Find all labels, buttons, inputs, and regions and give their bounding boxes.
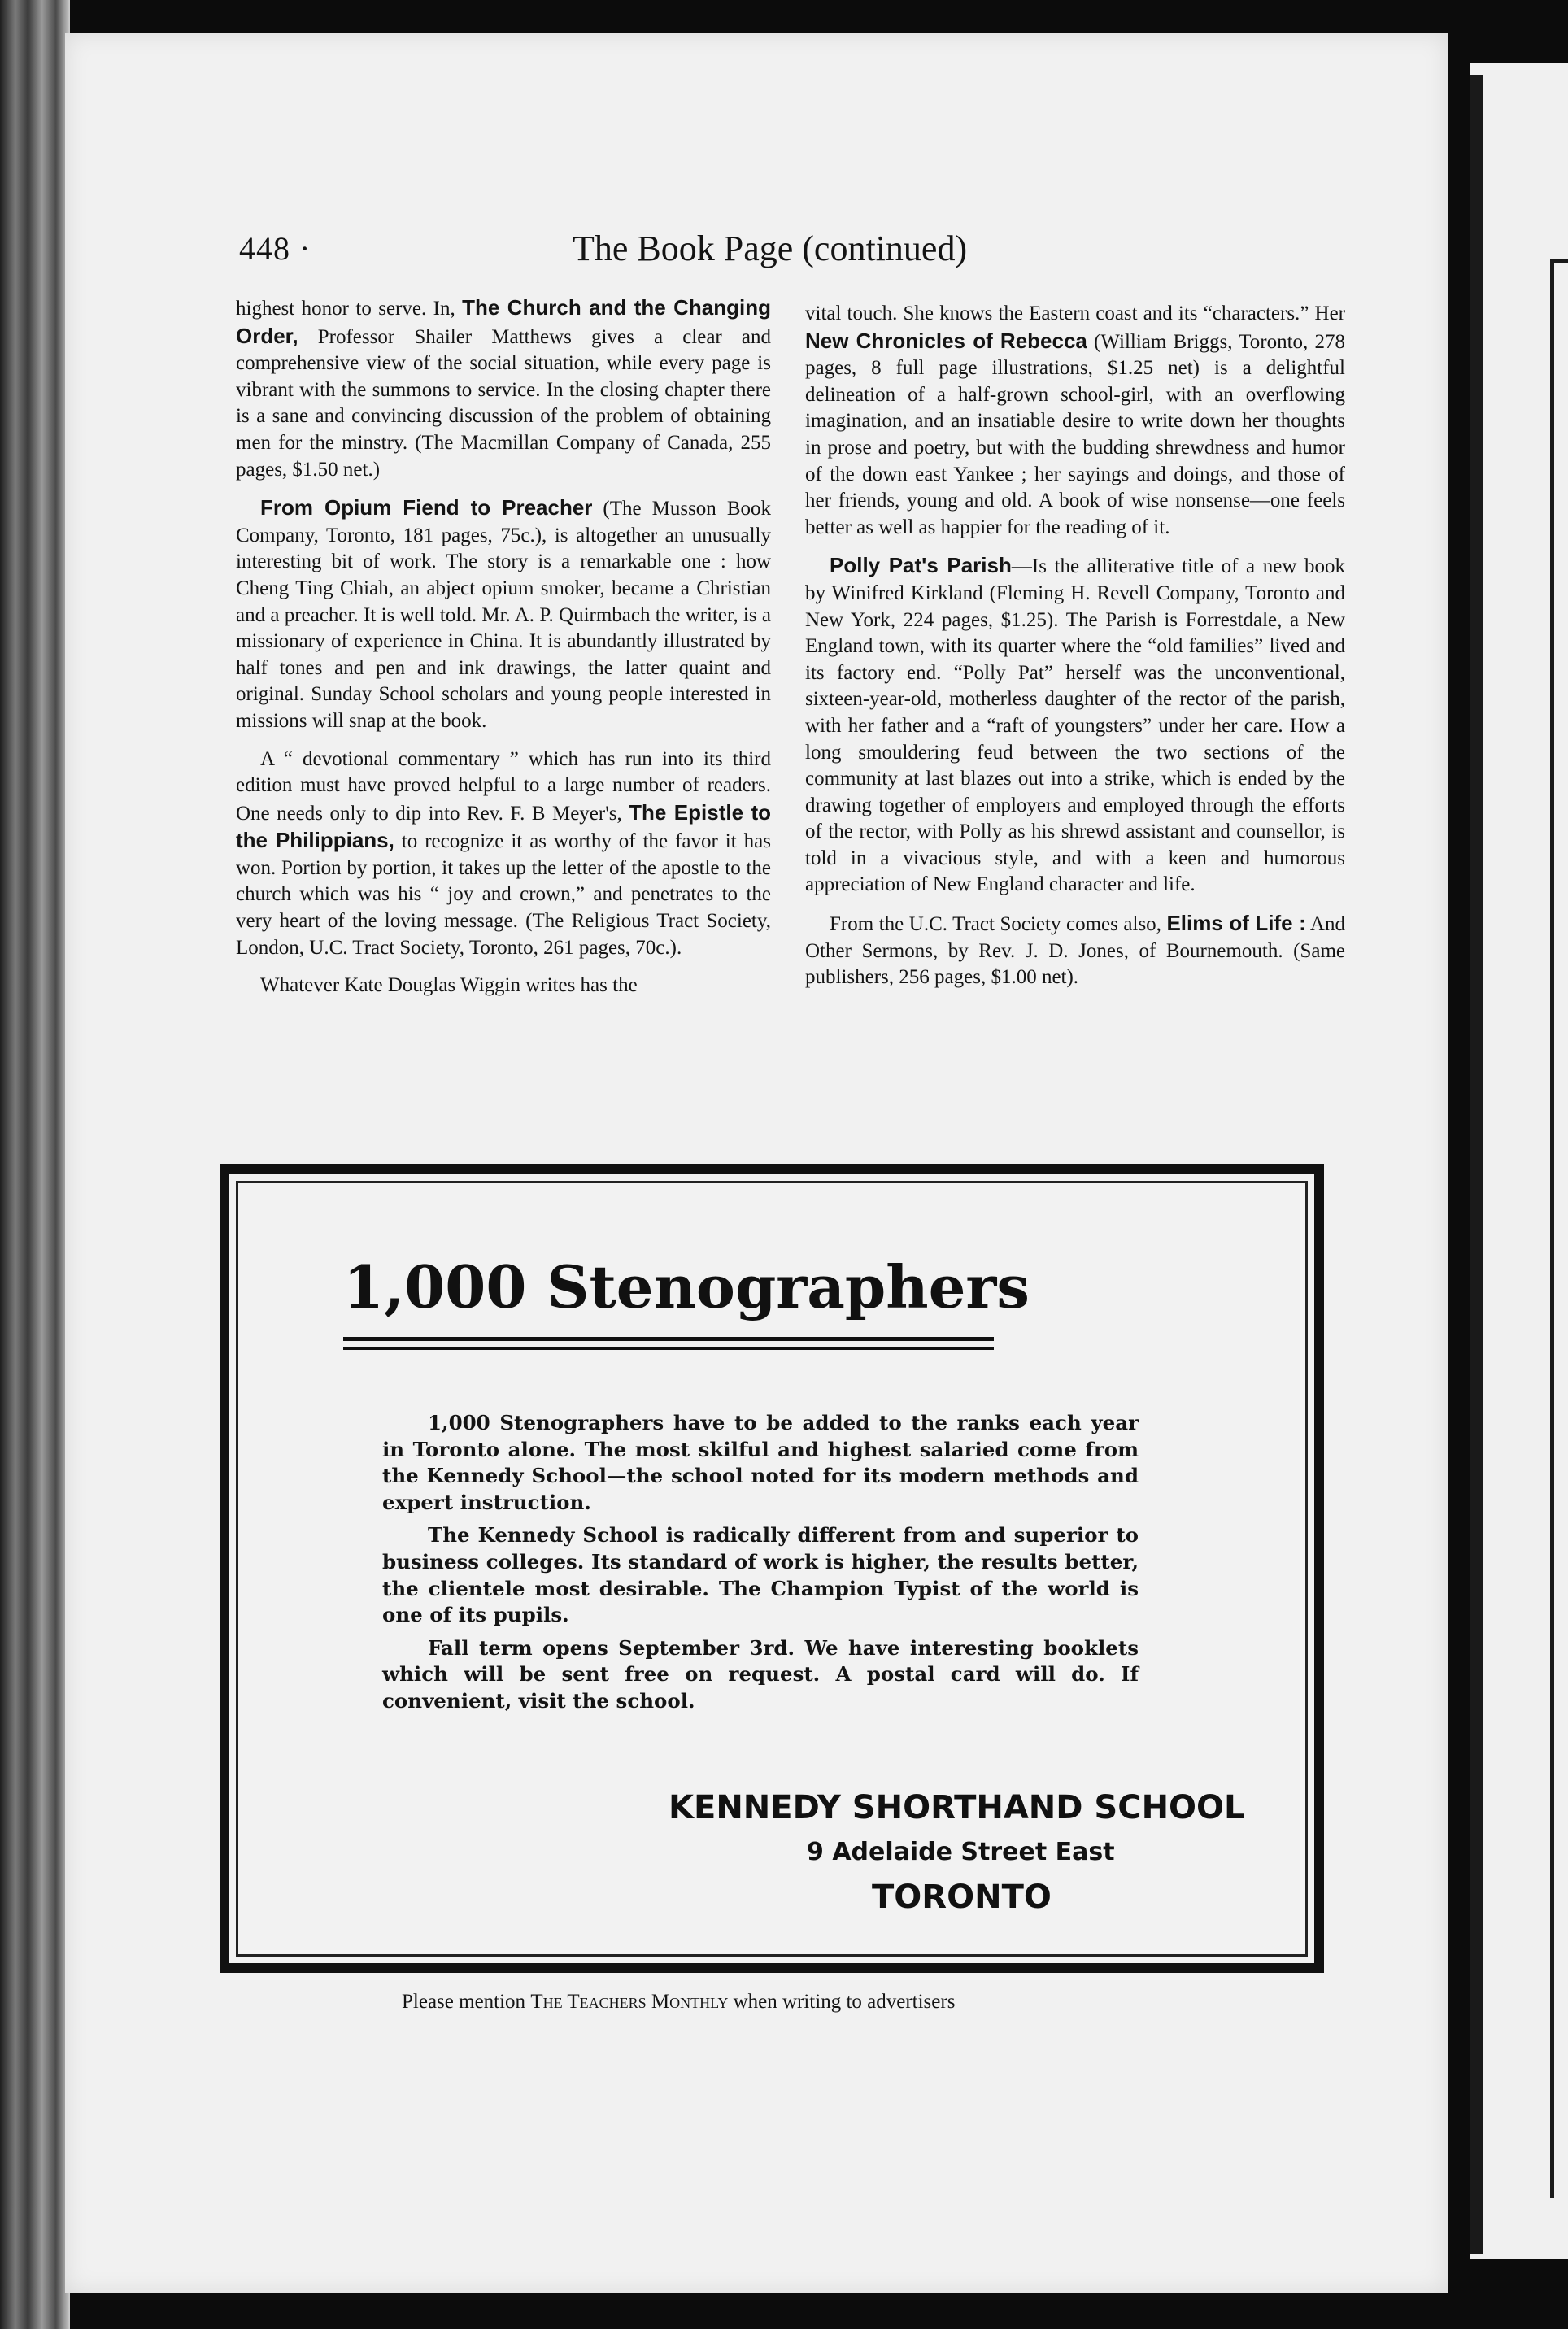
journal-name: The Teachers Monthly [530,1991,729,2013]
facing-page-edge [1470,63,1568,2259]
book-title: The Church and the Changing Order, [236,295,772,348]
ad-paragraph: Fall term opens September 3rd. We have interesting booklets which will be sent free on request. A postal card will do. If convenient, visit the school. [382,1635,1139,1713]
ad-body [382,1410,1139,1722]
review-epistle-philippians: A “ devotional commentary ” which has run into its third edition must have proved helpful to a large number of readers. One needs only to dip into Rev. F. B Meyer's, The Epistle to the Philippians, to recognize it as worthy of the favor it has won. Portion by portion, it takes up the letter of the apostle to the church which was his “ joy and crown,” and penetrates to the very heart of the loving message. (The Religious Tract Society, London, U.C. Tract Society, Toronto, 261 pages, 70c.). [236,747,771,959]
stenographers-advertisement [220,1164,1324,1973]
school-name: KENNEDY SHORTHAND SCHOOL [669,1789,1245,1826]
school-address: 9 Adelaide Street East [807,1838,1115,1866]
page-title: The Book Page (continued) [573,229,968,268]
left-column [236,294,771,1011]
review-polly-pats-parish: Polly Pat's Parish—Is the alliterative title of a new book by Winifred Kirkland (Fleming H. Revell Company, Toronto and New York, 224 pages, $1.25). The Parish is Forrestdale, a New England town, with its quarter where the “old families” lived and its factory end. “Polly Pat” herself was the unconventional, sixteen-year-old, motherless daughter of the rector of the parish, with her father and a “raft of youngsters” under her care. How a long smouldering feud between the two sections of the community at last blazes out into a strike, which is ended by the drawing together of employers and employed through the efforts of the rector, with Polly as his shrewd assistant and counsellor, is told in a vivacious style, and with a keen and humorous appreciation of New England character and life. [805,553,1345,896]
book-title: Elims of Life : [1166,911,1306,936]
ad-paragraph: The Kennedy School is radically different from and superior to business colleges. Its standard of work is higher, the results better, the clientele most desirable. The Champion Typist of the world is one of its pupils. [382,1523,1139,1627]
book-spine [0,0,70,2329]
book-title: The Epistle to the Philippians, [236,799,771,853]
review-elims-of-life: From the U.C. Tract Society comes also, Elims of Life : And Other Sermons, by Rev. J. D. Jones, of Bournemouth. (Same publishers, 256 pages, $1.00 net). [805,911,1345,989]
page-number: 448 · [239,230,311,267]
right-column [805,301,1345,1003]
ad-paragraph: 1,000 Stenographers have to be added to the ranks each year in Toronto alone. The most skilful and highest salaried come from the Kennedy School—the school noted for its modern methods and expert instruction. [382,1411,1139,1514]
book-title: New Chronicles of Rebecca [805,328,1087,353]
book-title: Polly Pat's Parish [830,553,1012,578]
book-title: From Opium Fiend to Preacher [260,495,593,520]
headline-underline [343,1337,994,1341]
ad-headline: 1,000 Stenographers [343,1252,1030,1321]
facing-page-rule [1470,75,1483,2254]
headline-underline-thin [343,1347,994,1350]
running-header [239,226,1012,275]
review-chronicles-rebecca: vital touch. She knows the Eastern coast and its “characters.” Her New Chronicles of Rebecca (William Briggs, Toronto, 278 pages, 8 full page illustrations, $1.25 net) is a delightful delineation of a half-grown school-girl, with an overflowing imagination, and an insatiable desire to write down her thoughts in prose and poetry, but with the budding shrewdness and humor of the down east Yankee ; her sayings and doings, and those of her friends, young and old. A book of wise nonsense—one feels better as well as happier for the reading of it. [805,303,1346,538]
review-church-changing-order: highest honor to serve. In, The Church and the Changing Order, Professor Shailer Matthews gives a clear and comprehensive view of the social situation, while every page is vibrant with the summons to service. In the closing chapter there is a sane and convincing discussion of the problem of obtaining men for the minstry. (The Macmillan Company of Canada, 255 pages, $1.50 net.) [236,295,772,481]
page-footer: Please mention The Teachers Monthly when writing to advertisers [402,1991,956,2013]
review-opium-fiend: From Opium Fiend to Preacher (The Musson Book Company, Toronto, 181 pages, 75c.), is altogether an unusually interesting bit of work. The story is a remarkable one : how Cheng Ting Chiah, an abject opium smoker, became a Christian and a preacher. It is well told. Mr. A. P. Quirmbach the writer, is a missionary of experience in China. It is abundantly illustrated by half tones and pen and ink drawings, the latter quaint and original. Sunday School scholars and young people interested in missions will snap at the book. [236,495,771,732]
facing-page-frame [1550,259,1568,2198]
school-city: TORONTO [872,1878,1052,1916]
review-kate-wiggin-start: Whatever Kate Douglas Wiggin writes has the [260,974,638,997]
